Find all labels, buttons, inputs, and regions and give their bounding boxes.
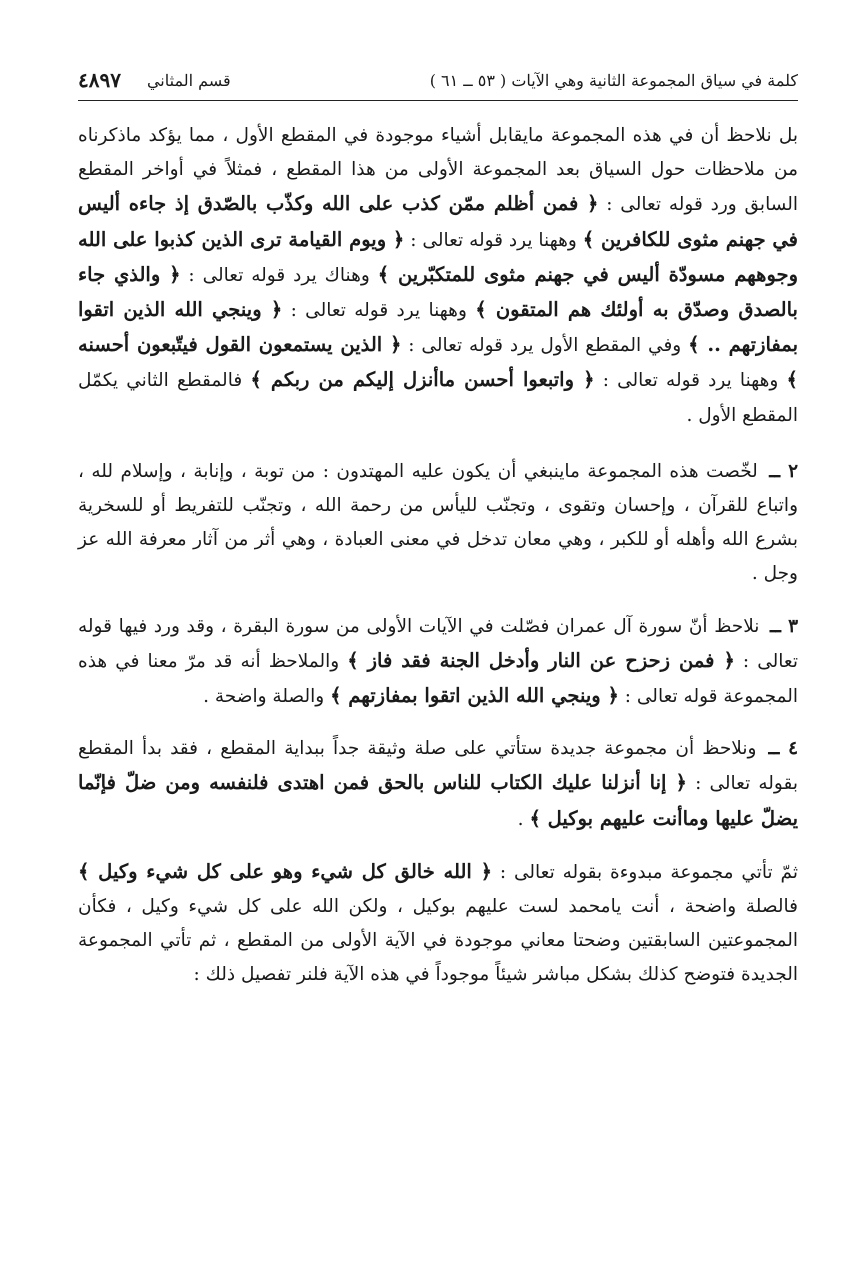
paragraph-number: ٢ ــ [769,460,798,482]
text-segment: والملاحظ أنه قد مرّ معنا في هذه المجموعة قوله تعالى : [78,650,798,708]
text-segment: ونلاحظ أن مجموعة جديدة ستأتي على صلة وثيقة جداً ببداية المقطع ، فقد بدأ المقطع بقوله تعالى : [78,738,799,795]
text-segment: والصلة واضحة . [203,686,331,708]
quran-quote: ﴿ الذين يستمعون القول فيتّبعون أحسنه ﴾ [78,333,798,392]
quran-quote: ﴿ والذي جاء بالصدق وصدّق به أولئك هم المتقون ﴾ [78,262,798,322]
quran-quote: ﴿ وينجي الله الذين اتقوا بمفازتهم .. ﴾ [78,298,798,357]
text-segment: وههنا يرد قوله تعالى : [282,300,476,322]
text-segment: وههنا يرد قوله تعالى : [404,229,583,251]
paragraph-number: ٤ ــ [768,738,798,760]
paragraph [78,610,798,715]
quran-quote: ﴿ فمن أظلم ممّن كذب على الله وكذّب بالصّدق إذ جاءه أليس في جهنم مثوى للكافرين ﴾ [78,192,798,251]
quran-quote: ﴿ ويوم القيامة ترى الذين كذبوا على الله وجوههم مسودّة أليس في جهنم مثوى للمتكبّرين ﴾ [78,227,798,286]
quran-quote: ﴿ وينجي الله الذين اتقوا بمفازتهم ﴾ [330,684,619,708]
paragraph [78,732,798,837]
text-segment: فالصلة واضحة ، أنت يامحمد لست عليهم بوكيل ، ولكن الله على كل شيء وكيل ، فكأن المجموعتين السابقتين وضحتا معاني موجودة في الآية الأولى من المقطع ، ثم تأتي المجموعة الجديدة فتوضح كذلك بشكل مباشر شيئاً موجوداً في هذه الآية فلنر تفصيل ذلك : [78,896,798,986]
page [78,60,798,1240]
paragraph [78,119,798,433]
text-segment: فالمقطع الثاني يكمّل المقطع الأول . [78,370,798,426]
paragraph [78,455,798,592]
quran-quote: ﴿ الله خالق كل شيء وهو على كل شيء وكيل ﴾ [78,859,493,883]
header-left-group [78,68,231,92]
paragraph [78,855,798,993]
running-title: كلمة في سياق المجموعة الثانية وهي الآيات ( ٥٣ ــ ٦١ ) [429,70,798,90]
text-segment: بل نلاحظ أن في هذه المجموعة مايقابل أشياء موجودة في المقطع الأول ، مما يؤكد ماذكرناه من ملاحظات حول السياق بعد المجموعة الأولى من هذا المقطع ، فمثلاً في أواخر المقطع السابق ورد قوله تعالى : [78,125,798,216]
quran-quote: ﴿ واتبعوا أحسن ماأنزل إليكم من ربكم ﴾ [250,368,595,392]
body-text [78,119,798,993]
quran-quote: ﴿ إنا أنزلنا عليك الكتاب للناس بالحق فمن اهتدى فلنفسه ومن ضلّ فإنّما يضلّ عليها وماأنت عليهم بوكيل ﴾ [78,771,798,830]
text-segment: وفي المقطع الأول يرد قوله تعالى : [401,335,689,357]
page-number: ٤٨٩٧ [78,68,121,92]
text-segment: ثمّ تأتي مجموعة مبدوءة بقوله تعالى : [492,861,798,883]
paragraph-number: ٣ ــ [770,615,799,637]
text-segment: وهناك يرد قوله تعالى : [180,264,378,286]
quran-quote: ﴿ فمن زحزح عن النار وأدخل الجنة فقد فاز ﴾ [347,648,735,672]
page-header [78,60,798,101]
text-segment: وههنا يرد قوله تعالى : [594,370,787,392]
text-segment: لخّصت هذه المجموعة ماينبغي أن يكون عليه المهتدون : من توبة ، وإنابة ، وإسلام لله ، واتباع للقرآن ، وإحسان وتقوى ، وتجنّب لليأس من رحمة الله ، وتجنّب للتفريط أو للسخرية بشرع الله وأهله أو للكبر ، وهي معان تدخل في معنى العبادة ، وهي أثر من آثار معرفة الله عز وجل . [78,460,798,585]
section-name: قسم المثاني [146,70,231,90]
text-segment: نلاحظ أنّ سورة آل عمران فصّلت في الآيات الأولى من سورة البقرة ، وقد ورد فيها قوله تعالى : [78,615,798,672]
text-segment: . [517,808,530,830]
